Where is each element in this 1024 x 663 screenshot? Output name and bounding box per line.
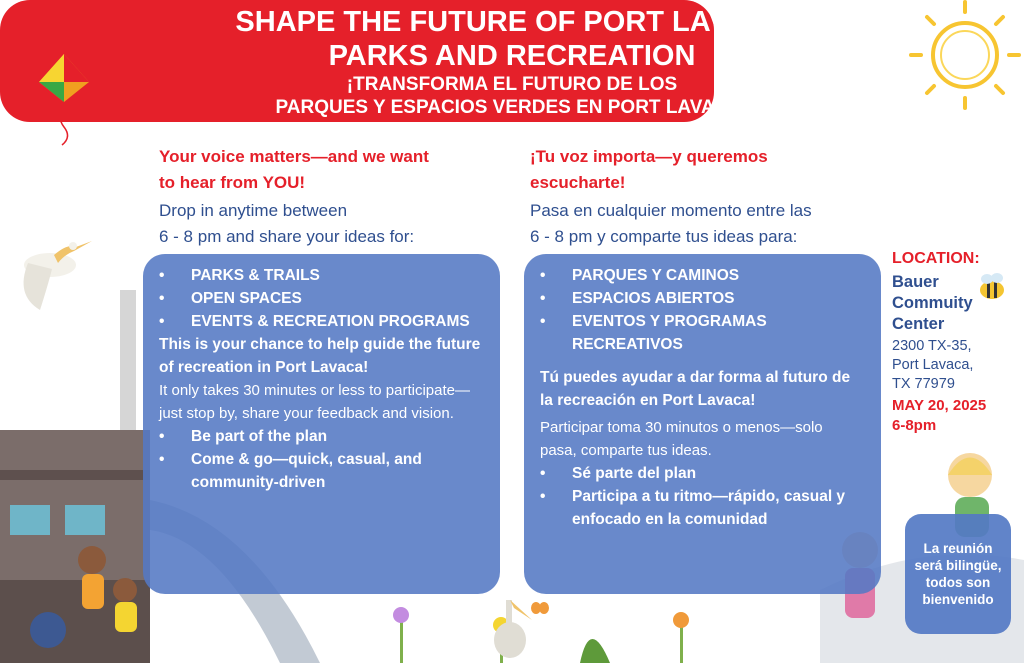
venue-line: Commuity	[892, 294, 973, 312]
english-chance-text: This is your chance to help guide the future of recreation in Port Lavaca!	[159, 336, 481, 376]
english-headline-1: Your voice matters—and we want	[159, 147, 429, 166]
bilingual-note	[905, 514, 1011, 634]
english-intro-1: Drop in anytime between	[159, 201, 348, 220]
list-item: • PARKS & TRAILS	[159, 264, 482, 287]
location-info	[892, 250, 1012, 436]
spanish-intro-2: 6 - 8 pm y comparte tus ideas para:	[530, 227, 798, 246]
spanish-points-list	[540, 462, 863, 531]
event-time: 6-8pm	[892, 417, 937, 434]
location-label: LOCATION:	[892, 250, 980, 267]
list-item: • OPEN SPACES	[159, 287, 482, 310]
english-intro	[159, 144, 519, 250]
child-illustration	[70, 540, 150, 650]
address-line: 2300 TX-35,	[892, 338, 972, 354]
list-item: • PARQUES Y CAMINOS	[540, 264, 863, 287]
list-item: • Come & go—quick, casual, and community-driven	[159, 448, 482, 494]
spanish-intro-1: Pasa en cualquier momento entre las	[530, 201, 812, 220]
english-intro-2: 6 - 8 pm and share your ideas for:	[159, 227, 415, 246]
venue-line: Center	[892, 315, 945, 333]
spanish-minutes-text: Participar toma 30 minutos o menos—solo pasa, comparte tus ideas.	[540, 419, 823, 459]
subtitle-line-2: PARQUES Y ESPACIOS VERDES EN PORT LAVACA!	[275, 97, 749, 118]
list-item: • EVENTS & RECREATION PROGRAMS	[159, 310, 482, 333]
english-headline-2: to hear from YOU!	[159, 173, 306, 192]
list-item: • EVENTOS Y PROGRAMAS RECREATIVOS	[540, 310, 863, 356]
english-points-list	[159, 425, 482, 494]
english-minutes-text: It only takes 30 minutes or less to participate—just stop by, share your feedback and vision.	[159, 382, 470, 422]
english-panel	[143, 254, 500, 594]
list-item: • Be part of the plan	[159, 425, 482, 448]
venue-line: Bauer	[892, 273, 939, 291]
address-line: TX 77979	[892, 376, 955, 392]
spanish-headline-2: escucharte!	[530, 173, 626, 192]
bilingual-text: La reunión será bilingüe, todos son bienvenido	[914, 541, 1002, 607]
flowers-illustration	[380, 595, 780, 663]
spanish-intro	[530, 144, 890, 250]
english-topic-list	[159, 264, 482, 333]
spanish-topic-list	[540, 264, 863, 356]
spanish-headline-1: ¡Tu voz importa—y queremos	[530, 147, 768, 166]
title-line-1: SHAPE THE FUTURE OF PORT LAVACA	[235, 6, 789, 38]
list-item: • Participa a tu ritmo—rápido, casual y enfocado en la comunidad	[540, 485, 863, 531]
address-line: Port Lavaca,	[892, 357, 974, 373]
spanish-panel	[524, 254, 881, 594]
list-item: • ESPACIOS ABIERTOS	[540, 287, 863, 310]
spanish-chance-text: Tú puedes ayudar a dar forma al futuro de la recreación en Port Lavaca!	[540, 369, 851, 409]
butterfly-icon	[530, 600, 550, 616]
event-date: MAY 20, 2025	[892, 397, 987, 414]
title-banner	[0, 0, 789, 122]
list-item: • Sé parte del plan	[540, 462, 863, 485]
subtitle-line-1: ¡TRANSFORMA EL FUTURO DE LOS	[346, 74, 678, 95]
title-line-2: PARKS AND RECREATION	[328, 40, 696, 72]
